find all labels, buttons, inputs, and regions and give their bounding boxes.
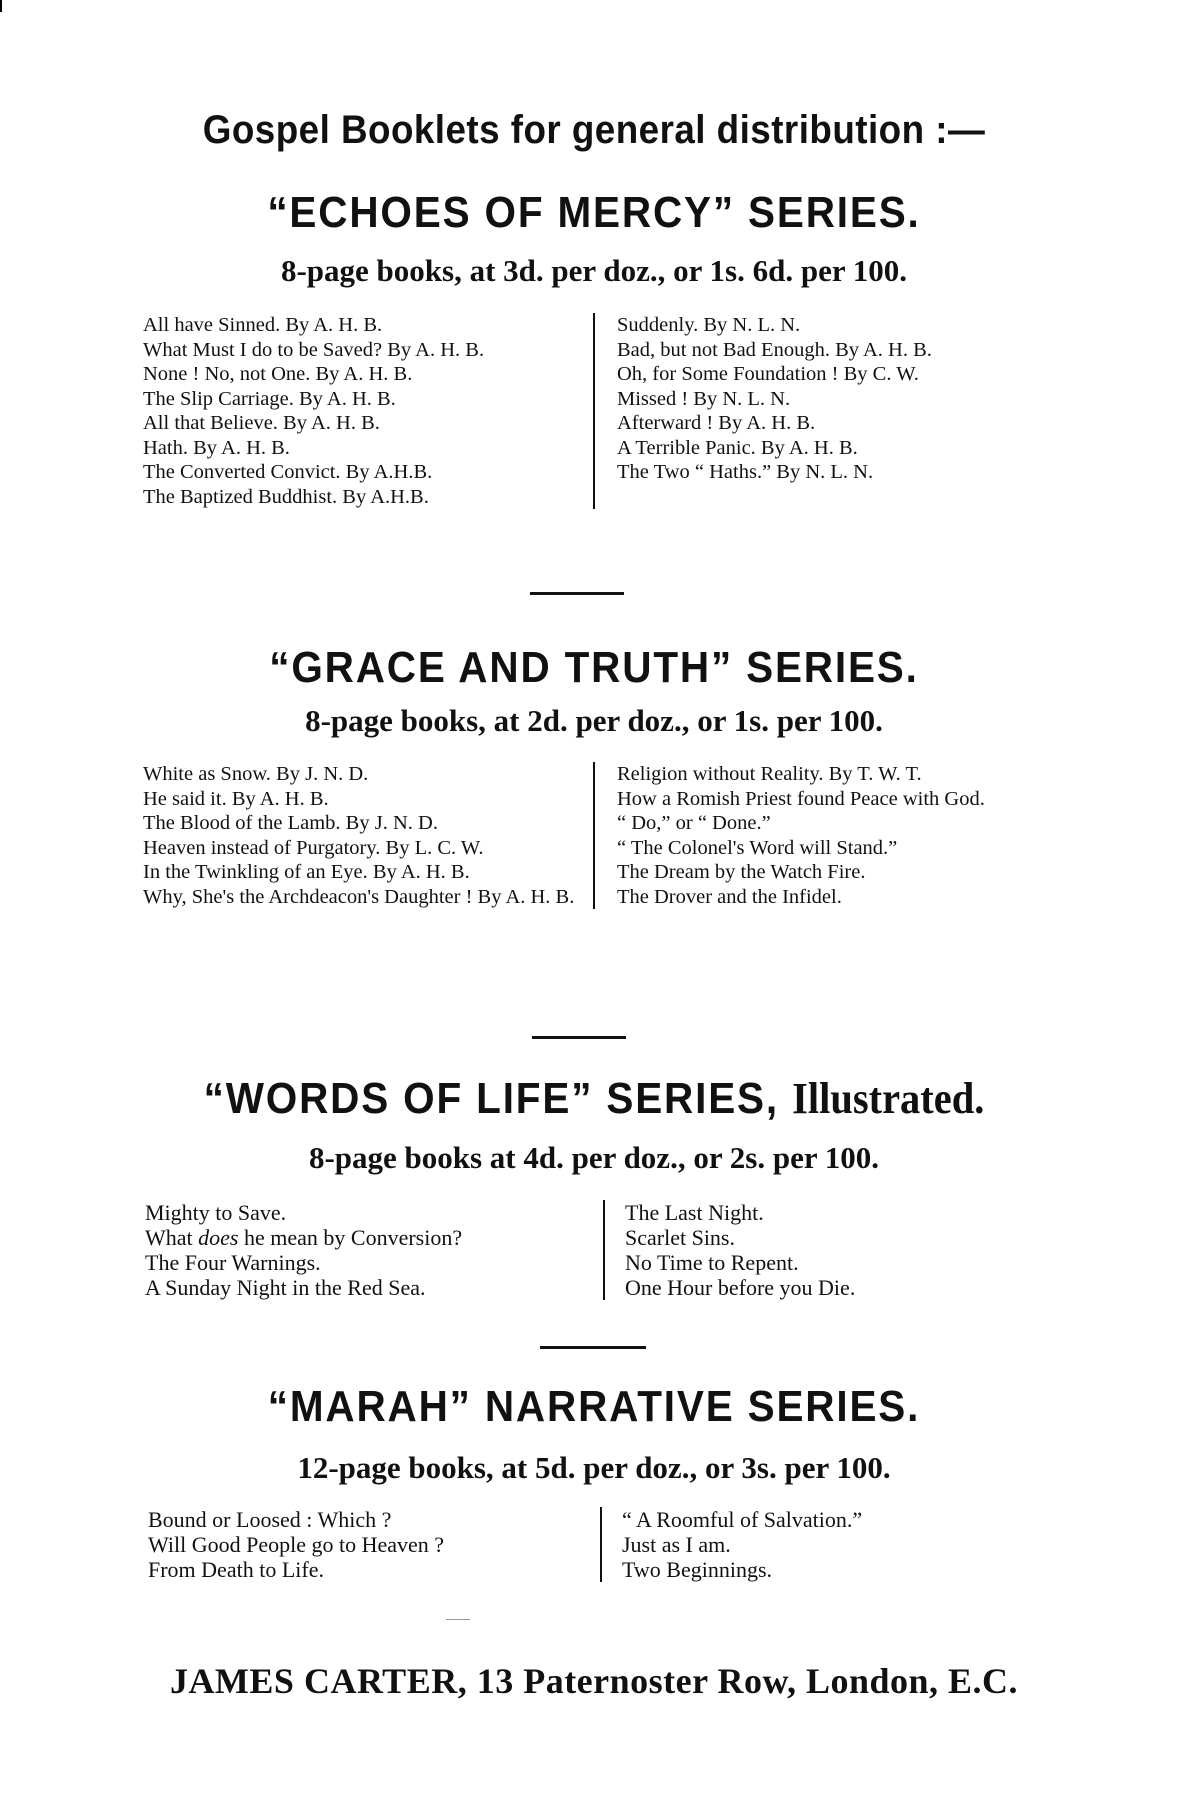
list-item: The Last Night. (625, 1200, 764, 1225)
list-item: The Slip Carriage. By A. H. B. (143, 387, 396, 410)
list-item: Why, She's the Archdeacon's Daughter ! By A. H. B. (143, 885, 575, 908)
list-item: Suddenly. By N. L. N. (617, 314, 801, 336)
page-title: Gospel Booklets for general distribution :— (202, 108, 986, 152)
left-column (143, 762, 593, 909)
list-item: Two Beginnings. (622, 1557, 773, 1582)
list-item: One Hour before you Die. (625, 1275, 856, 1300)
list-item: No Time to Repent. (625, 1250, 799, 1275)
list-item: Scarlet Sins. (625, 1225, 735, 1250)
scan-edge-mark (0, 0, 2, 12)
list-item: Hath. By A. H. B. (143, 436, 290, 459)
series-heading-marah: “MARAH” NARRATIVE SERIES. (267, 1382, 921, 1431)
series-price-marah: 12-page books, at 5d. per doz., or 3s. per 100. (297, 1450, 891, 1485)
left-column (148, 1507, 600, 1582)
series-list-echoes-of-mercy (143, 313, 1017, 509)
list-item: A Terrible Panic. By A. H. B. (617, 436, 858, 459)
list-item: What Must I do to be Saved? By A. H. B. (143, 338, 485, 361)
list-item: Missed ! By N. L. N. (617, 387, 791, 410)
series-heading-echoes-of-mercy: “ECHOES OF MERCY” SERIES. (267, 188, 921, 237)
list-item: The Drover and the Infidel. (617, 885, 842, 908)
series-price-words-of-life: 8-page books at 4d. per doz., or 2s. per 100. (308, 1140, 880, 1175)
series-price-grace-and-truth: 8-page books, at 2d. per doz., or 1s. per 100. (305, 703, 883, 738)
list-item: He said it. By A. H. B. (143, 787, 329, 810)
list-item: Mighty to Save. (145, 1200, 287, 1225)
list-item: How a Romish Priest found Peace with God. (617, 787, 985, 810)
series-heading-grace-and-truth: “GRACE AND TRUTH” SERIES. (269, 643, 919, 692)
series-heading-suffix: Illustrated. (792, 1074, 985, 1123)
section-divider (540, 1346, 646, 1349)
right-column (603, 1200, 1025, 1300)
list-item: A Sunday Night in the Red Sea. (145, 1275, 426, 1300)
list-item: Afterward ! By A. H. B. (617, 412, 816, 434)
series-list-words-of-life (145, 1200, 1025, 1300)
list-item: In the Twinkling of an Eye. By A. H. B. (143, 861, 470, 883)
list-item: Heaven instead of Purgatory. By L. C. W. (143, 836, 484, 859)
list-item: The Converted Convict. By A.H.B. (143, 461, 433, 483)
list-item: Just as I am. (622, 1532, 731, 1557)
list-item: The Four Warnings. (145, 1250, 321, 1275)
list-item: “ The Colonel's Word will Stand.” (617, 836, 898, 859)
list-item: Bound or Loosed : Which ? (148, 1507, 392, 1532)
list-item: All that Believe. By A. H. B. (143, 412, 380, 434)
left-column (145, 1200, 603, 1300)
right-column (600, 1507, 1022, 1582)
emphasis-text: does (198, 1225, 239, 1250)
list-item: Oh, for Some Foundation ! By C. W. (617, 363, 919, 385)
list-item: None ! No, not One. By A. H. B. (143, 363, 413, 385)
list-item: The Two “ Haths.” By N. L. N. (617, 461, 874, 483)
left-column (143, 313, 593, 509)
series-heading-title: “WORDS OF LIFE” SERIES, (203, 1074, 779, 1123)
section-divider (530, 592, 624, 595)
series-price-echoes-of-mercy: 8-page books, at 3d. per doz., or 1s. 6d. per 100. (280, 253, 908, 288)
right-column (593, 762, 1017, 909)
list-item: The Blood of the Lamb. By J. N. D. (143, 812, 438, 834)
series-list-marah (148, 1507, 1022, 1582)
list-item: Religion without Reality. By T. W. T. (617, 763, 922, 785)
list-item: The Baptized Buddhist. By A.H.B. (143, 485, 429, 508)
section-divider (532, 1036, 626, 1039)
series-heading-words-of-life (48, 1073, 1141, 1124)
list-item: The Dream by the Watch Fire. (617, 861, 866, 883)
list-item: All have Sinned. By A. H. B. (143, 314, 383, 336)
list-item: “ Do,” or “ Done.” (617, 812, 771, 834)
list-item: Will Good People go to Heaven ? (148, 1532, 445, 1557)
list-item: White as Snow. By J. N. D. (143, 763, 369, 785)
list-item: What does he mean by Conversion? (145, 1225, 463, 1250)
list-item: Bad, but not Bad Enough. By A. H. B. (617, 338, 932, 361)
list-item: “ A Roomful of Salvation.” (622, 1507, 863, 1532)
series-list-grace-and-truth (143, 762, 1017, 909)
print-speck (446, 1619, 470, 1620)
list-item: From Death to Life. (148, 1557, 324, 1582)
publisher-footer: JAMES CARTER, 13 Paternoster Row, London, E.C. (169, 1661, 1019, 1701)
right-column (593, 313, 1017, 509)
